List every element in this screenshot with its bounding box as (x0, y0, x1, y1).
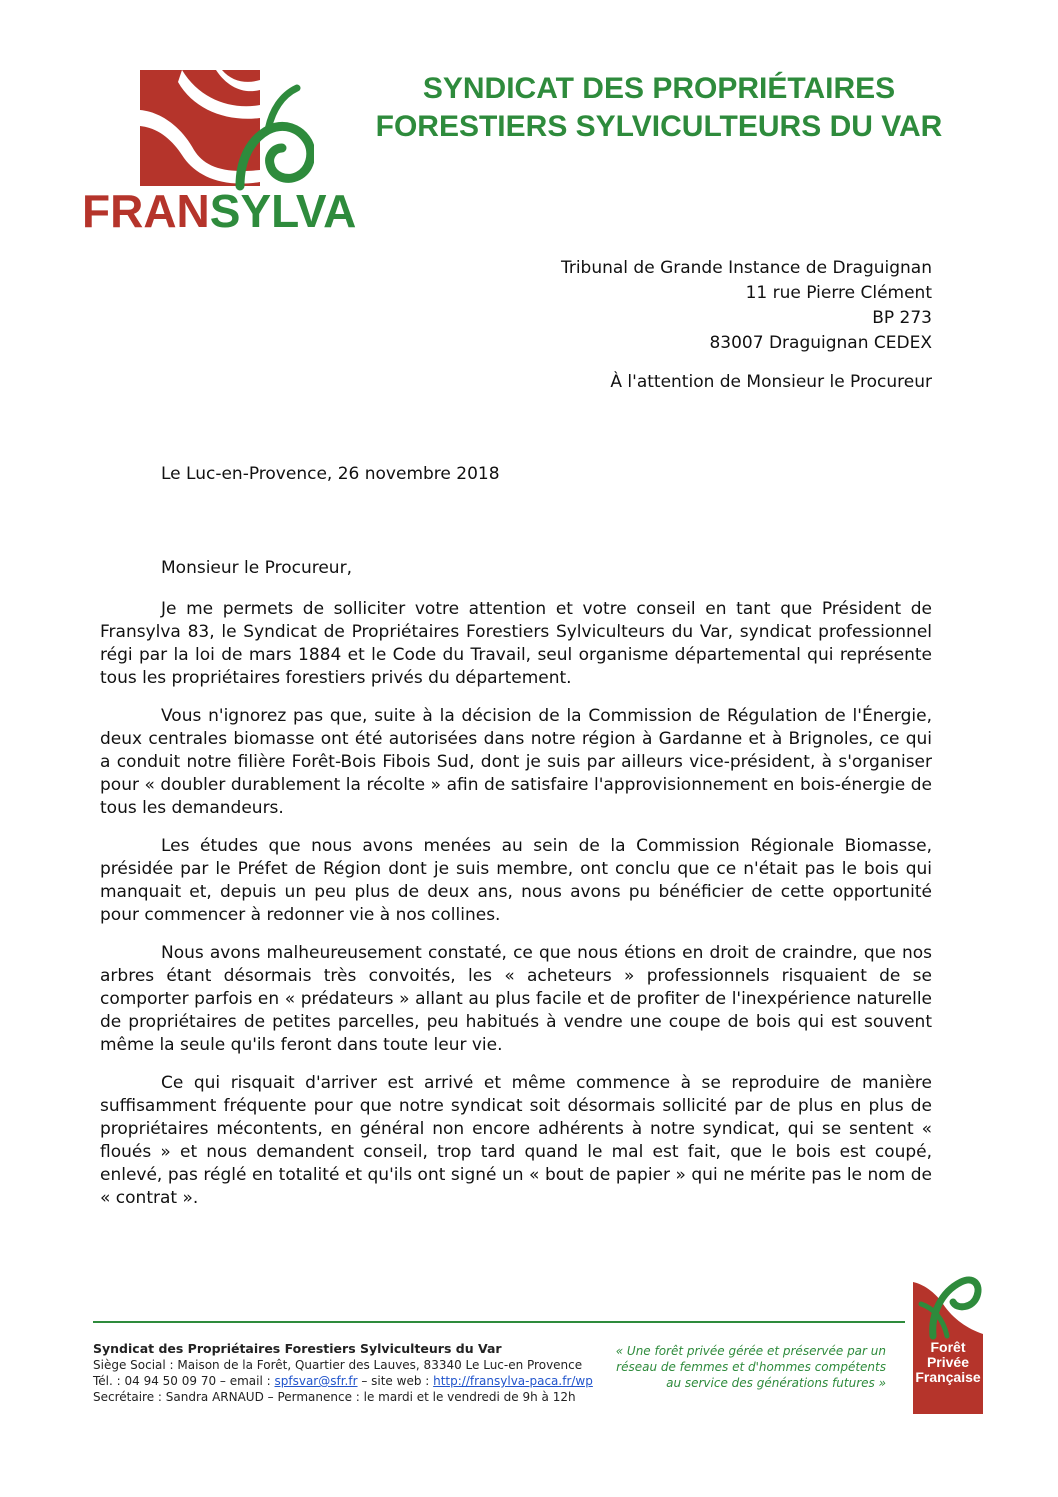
attention-line: À l'attention de Monsieur le Procureur (610, 372, 932, 392)
footer-web-prefix: – site web : (357, 1374, 434, 1388)
address-line-4: 83007 Draguignan CEDEX (709, 333, 932, 353)
footer-divider (93, 1321, 905, 1323)
paragraph-5: Ce qui risquait d'arriver est arrivé et même commence à se reproduire de manière suffisamment fréquente pour que notre syndicat soit désormais sollicité par de plus en plus de propriétaires mécontents, en général non encore adhérents à notre syndicat, qui se sentent « floués » et nous demandent conseil, trop tard quand le mal est fait, que le bois est coupé, enlevé, pas réglé en totalité et qu'ils ont signé un « bout de papier » qui ne mérite pas le nom de « contrat ». (100, 1073, 932, 1208)
paragraph-1: Je me permets de solliciter votre attention et votre conseil en tant que Président de Fransylva 83, le Syndicat de Propriétaires Forestiers Sylviculteurs du Var, syndicat professionnel régi par la loi de mars 1884 et le Code du Travail, seul organisme départemental qui représente tous les propriétaires forestiers privés du département. (100, 599, 932, 688)
quote-line-3: au service des générations futures » (666, 1376, 886, 1390)
footer-web-link[interactable]: http://fransylva-paca.fr/wp (433, 1374, 593, 1388)
logo-wordmark (82, 185, 357, 237)
footer-quote (586, 1343, 886, 1391)
quote-line-2: réseau de femmes et d'hommes compétents (616, 1360, 886, 1374)
badge-text (913, 1340, 983, 1385)
paragraph-3: Les études que nous avons menées au sein de la Commission Régionale Biomasse, présidée par le Préfet de Région dont je suis membre, ont conclu que ce n'était pas le bois qui manquait et, depuis un peu plus de deux ans, nous avons pu bénéficier de cette opportunité pour commencer à redonner vie à nos collines. (100, 836, 932, 925)
badge-line-1: Forêt (930, 1339, 966, 1355)
address-line-3: BP 273 (872, 308, 932, 328)
badge-line-2: Privée (926, 1354, 970, 1370)
footer-email-link[interactable]: spfsvar@sfr.fr (274, 1374, 358, 1388)
badge-line-3: Française (915, 1369, 981, 1385)
footer-secretary: Secrétaire : Sandra ARNAUD – Permanence : le mardi et le vendredi de 9h à 12h (93, 1390, 576, 1404)
letter-date: Le Luc-en-Provence, 26 novembre 2018 (161, 464, 500, 484)
recipient-address (561, 256, 932, 356)
title-line-2: FORESTIERS SYLVICULTEURS DU VAR (375, 110, 943, 143)
salutation: Monsieur le Procureur, (161, 558, 352, 578)
page-title (360, 70, 958, 146)
footer-tel: Tél. : 04 94 50 09 70 – email : (93, 1374, 275, 1388)
logo-text-fran: FRAN (82, 185, 210, 237)
address-line-2: 11 rue Pierre Clément (745, 283, 932, 303)
footer-org-name: Syndicat des Propriétaires Forestiers Sylviculteurs du Var (93, 1341, 502, 1356)
paragraph-4: Nous avons malheureusement constaté, ce que nous étions en droit de craindre, que nos arbres étant désormais très convoités, les « acheteurs » professionnels risquaient de se comporter parfois en « prédateurs » allant au plus facile et de profiter de l'inexpérience naturelle de propriétaires de petites parcelles, peu habitués à vendre une coupe de bois qui est souvent même la seule qu'ils feront dans toute leur vie. (100, 943, 932, 1055)
letter-body (100, 598, 932, 1225)
title-line-1: SYNDICAT DES PROPRIÉTAIRES (422, 72, 896, 105)
quote-line-1: « Une forêt privée gérée et préservée par un (615, 1344, 886, 1358)
paragraph-2: Vous n'ignorez pas que, suite à la décision de la Commission de Régulation de l'Énergie, deux centrales biomasse ont été autorisées dans notre région à Gardanne et à Brignoles, ce qui a conduit notre filière Forêt-Bois Fibois Sud, dont je suis par ailleurs vice-président, à s'organiser pour « doubler durablement la récolte » afin de satisfaire l'approvisionnement en bois-énergie de tous les demandeurs. (100, 706, 932, 818)
footer-contact (93, 1341, 593, 1405)
footer-address: Siège Social : Maison de la Forêt, Quartier des Lauves, 83340 Le Luc-en Provence (93, 1358, 583, 1372)
logo-text-sylva: SYLVA (209, 185, 357, 237)
address-line-1: Tribunal de Grande Instance de Draguignan (560, 258, 932, 278)
footer-contact-line (93, 1373, 593, 1389)
